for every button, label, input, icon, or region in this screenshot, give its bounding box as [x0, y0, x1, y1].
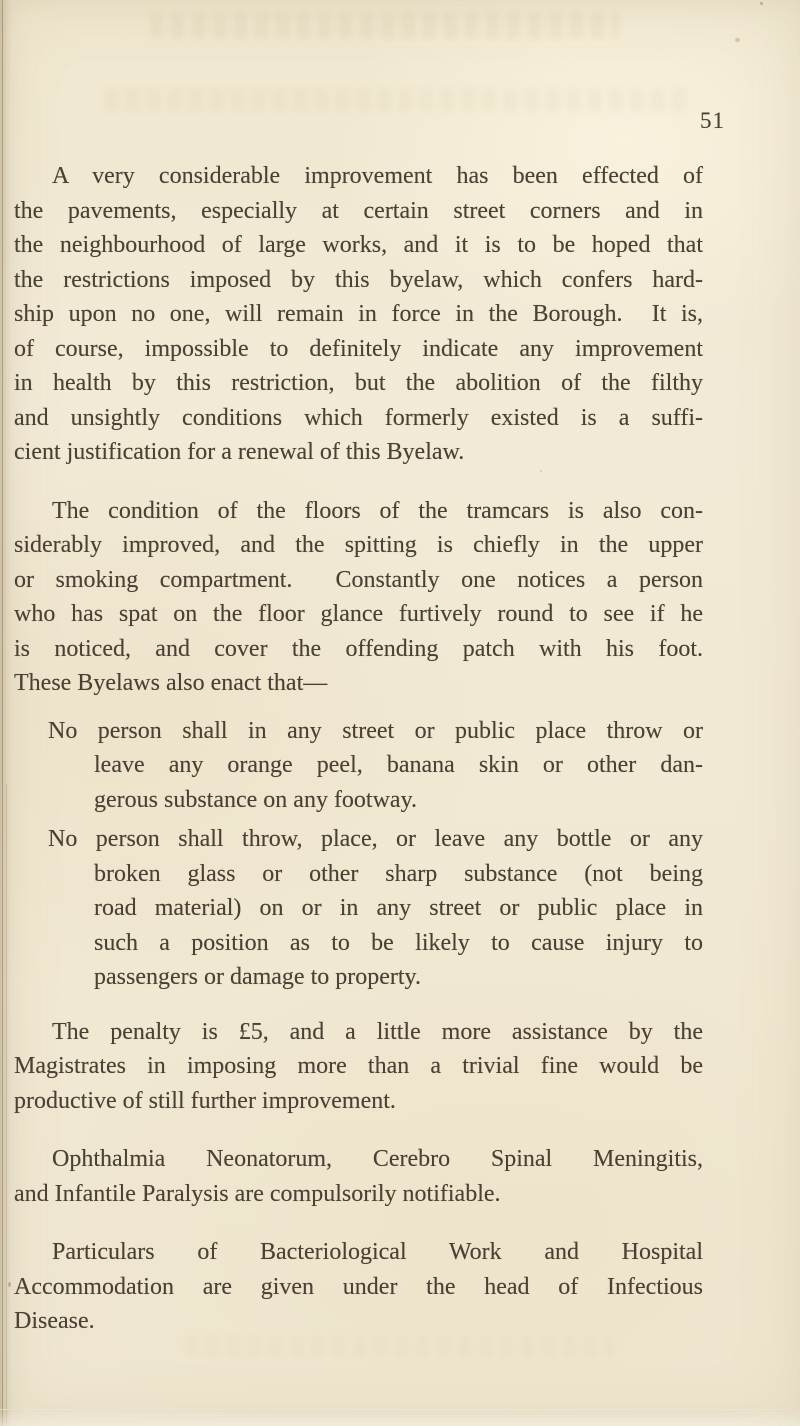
bleed-through-smudge — [185, 1336, 615, 1357]
text-line: of course, impossible to definitely indicate any improvement — [14, 335, 703, 362]
page-text — [14, 159, 703, 1339]
page-bottom-edge — [0, 1409, 800, 1426]
text-line: gerous substance on any footway. — [94, 786, 418, 813]
text-line: the restrictions imposed by this byelaw, which confers hard- — [14, 266, 703, 293]
paragraph-pavements — [14, 159, 703, 470]
text-line: siderably improved, and the spitting is chiefly in the upper — [14, 532, 703, 558]
text-line: productive of still further improvement. — [14, 1087, 396, 1114]
text-line: leave any orange peel, banana skin or other dan- — [94, 752, 703, 778]
text-line: who has spat on the floor glance furtively round to see if he — [14, 601, 703, 627]
text-line: the neighbourhood of large works, and it is to be hoped that — [14, 232, 703, 258]
text-line: The condition of the floors of the tramcars is also con- — [52, 497, 703, 524]
paper-speck — [760, 2, 763, 5]
text-line: Ophthalmia Neonatorum, Cerebro Spinal Meningitis, — [52, 1146, 703, 1172]
text-line: Magistrates in imposing more than a trivial fine would be — [14, 1053, 703, 1079]
text-line: in health by this restriction, but the abolition of the filthy — [14, 370, 703, 396]
binding-crease-line — [2, 0, 3, 1426]
byelaw-item-orange-peel — [48, 714, 703, 818]
paragraph-particulars — [14, 1235, 703, 1339]
paragraph-tramcars — [14, 494, 703, 701]
paragraph-penalty — [14, 1015, 703, 1119]
text-line: Accommodation are given under the head of Infectious — [14, 1273, 703, 1300]
text-line: No person shall in any street or public place throw or — [48, 717, 703, 744]
text-line: and unsightly conditions which formerly existed is a suffi- — [14, 404, 703, 431]
bleed-through-smudge — [150, 12, 620, 39]
text-line: These Byelaws also enact that— — [14, 670, 328, 696]
binding-crease-line — [6, 784, 7, 1426]
text-line: Particulars of Bacteriological Work and Hospital — [52, 1239, 703, 1265]
paragraph-notifiable — [14, 1142, 703, 1211]
text-line: road material) on or in any street or public place in — [94, 895, 703, 921]
text-line: such a position as to be likely to cause injury to — [94, 929, 703, 956]
text-line: or smoking compartment. Constantly one notices a person — [14, 566, 703, 593]
text-line: A very considerable improvement has been effected of — [52, 163, 703, 189]
text-line: The penalty is £5, and a little more assistance by the — [52, 1018, 703, 1045]
text-line: and Infantile Paralysis are compulsorily notifiable. — [14, 1180, 501, 1207]
page-number: 51 — [700, 108, 725, 133]
text-line: ship upon no one, will remain in force in the Borough. It is, — [14, 301, 703, 327]
text-line: broken glass or other sharp substance (not being — [94, 860, 703, 887]
text-line: the pavements, especially at certain street corners and in — [14, 197, 703, 224]
text-line: cient justification for a renewal of this Byelaw. — [14, 439, 465, 465]
paper-speck — [735, 38, 740, 42]
text-line: Disease. — [14, 1308, 95, 1334]
text-line: No person shall throw, place, or leave any bottle or any — [48, 826, 703, 852]
text-line: is noticed, and cover the offending patch with his foot. — [14, 635, 703, 662]
byelaw-item-broken-glass — [48, 822, 703, 995]
text-line: passengers or damage to property. — [94, 964, 421, 990]
bleed-through-smudge — [105, 88, 690, 112]
